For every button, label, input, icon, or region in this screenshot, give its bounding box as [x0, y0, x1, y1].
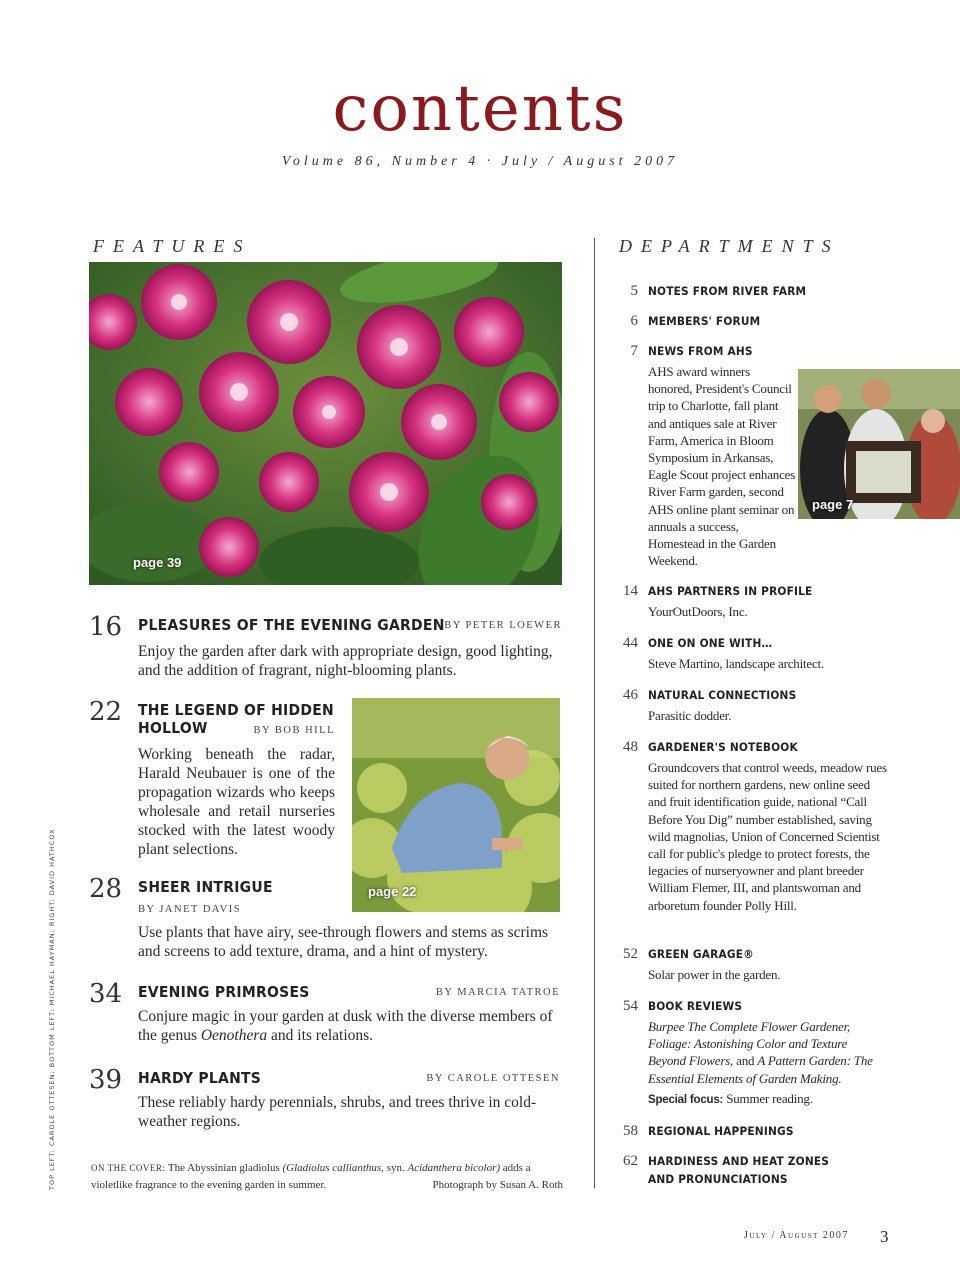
dept-title: NOTES FROM RIVER FARM	[648, 284, 807, 298]
dept-item[interactable]	[620, 283, 890, 303]
feature-article[interactable]	[89, 697, 339, 862]
dept-page-number: 54	[623, 998, 638, 1014]
mountain-laurel-photo[interactable]	[89, 262, 562, 585]
dept-item[interactable]	[620, 635, 890, 675]
column-divider	[594, 238, 595, 1188]
article-page-number: 39	[89, 1065, 123, 1095]
dept-description: Groundcovers that control weeds, meadow rues suited for northern gardens, new online seed and fruit identification guide, national “Call Before You Dig” number established, saving wild magnolias, Union of Concerned Scientist call for public's pledge to protect forests, the legacies of nurseryowner and plant breeder William Flemer, III, and plantswoman and arboretum founder Polly Hill.	[648, 760, 887, 913]
page-number: 3	[880, 1227, 889, 1246]
flower-cluster-image	[89, 262, 562, 585]
photo-page-caption: page 7	[812, 497, 854, 512]
cover-photo-credit: Photograph by Susan A. Roth	[432, 1179, 563, 1191]
dept-title: ONE ON ONE WITH…	[648, 636, 773, 650]
article-byline: BY MARCIA TATROE	[435, 987, 560, 998]
dept-description: Steve Martino, landscape architect.	[648, 656, 825, 671]
photo-page-caption: page 39	[133, 555, 182, 570]
article-title-line: THE LEGEND OF HIDDEN	[138, 701, 334, 719]
dept-title: REGIONAL HAPPENINGS	[648, 1124, 794, 1138]
feature-article[interactable]	[89, 1065, 562, 1135]
dept-item[interactable]	[620, 583, 890, 623]
article-page-number: 16	[89, 612, 123, 642]
article-byline: BY JANET DAVIS	[138, 904, 242, 915]
dept-item[interactable]	[620, 687, 890, 727]
article-title: PLEASURES OF THE EVENING GARDEN	[138, 616, 445, 634]
dept-item[interactable]	[620, 998, 890, 1108]
dept-item[interactable]	[620, 313, 890, 333]
dept-description: Burpee The Complete Flower Gardener, Foliage: Astonishing Color and Texture Beyond Flowers, and A Pattern Garden: The Essential Elements of Garden Making. Special focus: Summer reading.	[648, 1019, 873, 1106]
feature-article[interactable]	[89, 612, 562, 682]
dept-title: AHS PARTNERS IN PROFILE	[648, 584, 813, 598]
article-title: SHEER INTRIGUE	[138, 878, 273, 896]
dept-page-number: 44	[623, 635, 638, 651]
dept-description: YourOutDoors, Inc.	[648, 604, 748, 619]
dept-description: Solar power in the garden.	[648, 967, 781, 982]
dept-description: AHS award winners honored, President's Council trip to Charlotte, fall plant and antiques sale at River Farm, America in Bloom Symposium in Arkansas, Eagle Scout project enhances River Farm garden, second AHS online plant seminar on annuals a success, Homestead in the Garden Weekend.	[648, 364, 796, 569]
features-heading: FEATURES	[93, 236, 252, 256]
dept-item[interactable]	[620, 739, 890, 934]
article-title: EVENING PRIMROSES	[138, 983, 310, 1001]
dept-page-number: 62	[623, 1153, 638, 1169]
dept-title: MEMBERS' FORUM	[648, 314, 761, 328]
article-title: HARDY PLANTS	[138, 1069, 262, 1087]
photo-page-caption: page 22	[368, 884, 417, 899]
article-description: Enjoy the garden after dark with appropriate design, good lighting, and the addition of fragrant, night-blooming plants.	[138, 643, 553, 679]
dept-item[interactable]	[620, 946, 890, 986]
photo-credits: TOP LEFT: CAROLE OTTESEN; BOTTOM LEFT: MICHAEL HAYMAN; RIGHT: DAVID HATHCOX	[48, 828, 56, 1190]
article-page-number: 22	[89, 697, 123, 727]
page-title: contents	[332, 72, 628, 146]
dept-title: NEWS FROM AHS	[648, 344, 753, 358]
dept-page-number: 46	[623, 687, 638, 703]
dept-page-number: 7	[630, 343, 638, 359]
dept-item[interactable]	[620, 1123, 890, 1143]
dept-title: GREEN GARAGE®	[648, 947, 754, 961]
footer-issue: July / August 2007	[744, 1230, 849, 1241]
article-byline: BY CAROLE OTTESEN	[426, 1073, 560, 1084]
article-description: Conjure magic in your garden at dusk with the diverse members of the genus Oenothera and its relations.	[138, 1008, 553, 1044]
feature-article[interactable]	[89, 874, 562, 964]
feature-article[interactable]	[89, 979, 562, 1049]
award-photo[interactable]	[798, 369, 960, 519]
article-description: Use plants that have airy, see-through flowers and stems as scrims and screens to add texture, drama, and a hint of mystery.	[138, 924, 549, 960]
article-page-number: 34	[89, 979, 123, 1009]
article-description: These reliably hardy perennials, shrubs, and trees thrive in cold-weather regions.	[138, 1094, 537, 1130]
dept-page-number: 14	[623, 583, 638, 599]
dept-page-number: 5	[630, 283, 638, 299]
article-byline: BY PETER LOEWER	[444, 620, 562, 631]
dept-title: GARDENER'S NOTEBOOK	[648, 740, 798, 754]
dept-page-number: 6	[630, 313, 638, 329]
dept-item[interactable]	[620, 1153, 890, 1189]
cover-note: ON THE COVER: The Abyssinian gladiolus (Gladiolus callianthus, syn. Acidanthera bicolor) adds a violetlike fragrance to the evening garden in summer. Photograph by Susan A. Roth	[91, 1160, 563, 1194]
dept-title: NATURAL CONNECTIONS	[648, 688, 797, 702]
volume-issue-line: Volume 86, Number 4 · July / August 2007	[281, 154, 679, 169]
dept-title-line: AND PRONUNCIATIONS	[648, 1172, 788, 1186]
article-description: Working beneath the radar, Harald Neubauer is one of the propagation wizards who keeps wholesale and retail nurseries stocked with the latest woody plant selections.	[138, 746, 335, 858]
article-page-number: 28	[89, 874, 123, 904]
article-byline: BY BOB HILL	[253, 725, 335, 736]
dept-title: BOOK REVIEWS	[648, 999, 743, 1013]
article-title-line: HOLLOW	[138, 719, 208, 737]
dept-description: Parasitic dodder.	[648, 708, 732, 723]
dept-page-number: 52	[623, 946, 638, 962]
dept-page-number: 58	[623, 1123, 638, 1139]
dept-page-number: 48	[623, 739, 638, 755]
dept-title-line: HARDINESS AND HEAT ZONES	[648, 1154, 830, 1168]
departments-heading: DEPARTMENTS	[619, 236, 840, 256]
